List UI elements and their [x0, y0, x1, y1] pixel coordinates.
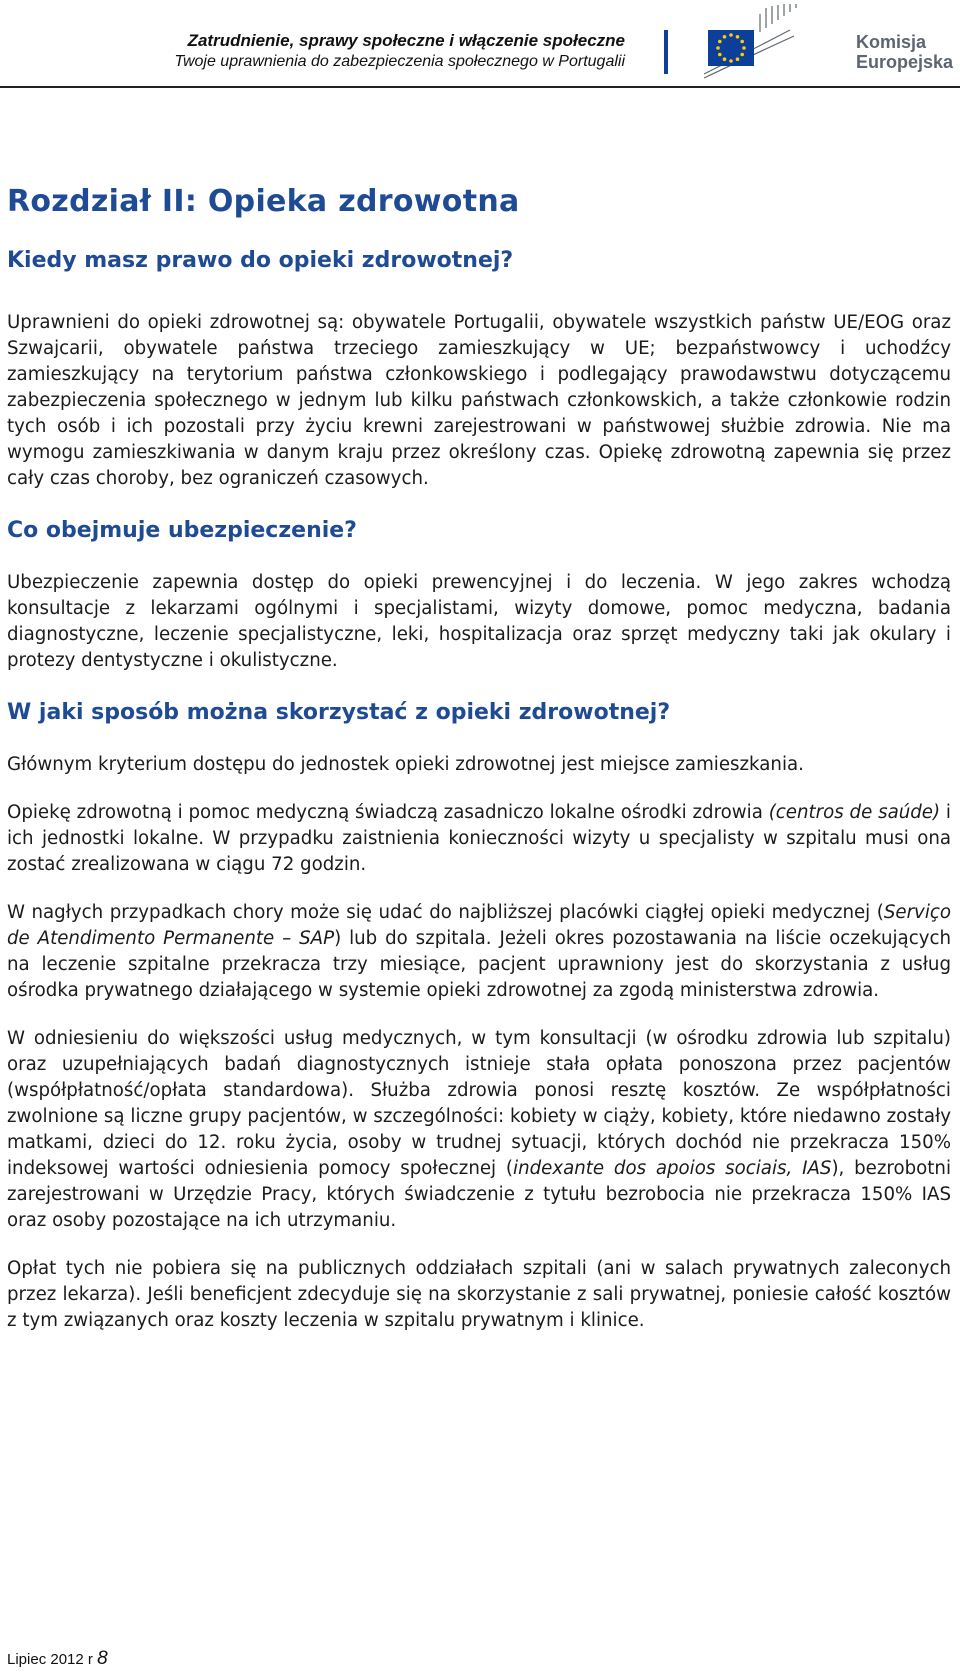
paragraph-eligibility: Uprawnieni do opieki zdrowotnej są: obywatele Portugalii, obywatele wszystkich państw UE/EOG oraz Szwajcarii, obywatele państwa trzeciego zamieszkujący w UE; bezpaństwowcy i uchodźcy zamieszkujący na terytorium państwa członkowskiego i podlegający prawodawstwu dotyczącemu zabezpieczenia społecznego w jednym lub kilku państwach członkowskich, a także członkowie rodzin tych osób i ich pozostali przy życiu krewni zarejestrowani w państwowej służbie zdrowia. Nie ma wymogu zamieszkiwania w danym kraju przez określony czas. Opiekę zdrowotną zapewnia się przez cały czas choroby, bez ograniczeń czasowych.	[7, 312, 951, 489]
european-commission-logo-icon	[704, 2, 854, 86]
page-footer	[7, 1648, 108, 1670]
header-rule	[0, 86, 960, 88]
section-heading-access: W jaki sposób można skorzystać z opieki zdrowotnej?	[7, 700, 671, 725]
paragraph-emergency	[7, 900, 951, 1004]
text-segment: ) lub do szpitala. Jeżeli okres pozostawania na liście oczekujących na leczenie szpitalne przekracza trzy miesiące, pacjent uprawniony jest do skorzystania z usług ośrodka prywatnego działającego w systemie opieki zdrowotnej za zgodą ministerstwa zdrowia.	[7, 928, 951, 1001]
header-divider	[664, 30, 668, 74]
document-body	[7, 180, 951, 1334]
paragraph-health-centres	[7, 800, 951, 878]
chapter-title: Rozdział II: Opieka zdrowotna	[7, 184, 520, 219]
footer-date: Lipiec 2012 r	[7, 1651, 93, 1668]
italic-term: Serviço de Atendimento Permanente – SAP	[7, 902, 951, 949]
page-number: 8	[97, 1648, 108, 1669]
page-header	[0, 0, 960, 90]
header-subtitle: Twoje uprawnienia do zabezpieczenia społecznego w Portugalii	[174, 53, 625, 70]
paragraph-hospital-fees: Opłat tych nie pobiera się na publicznych oddziałach szpitali (ani w salach prywatnych zaleconych przez lekarza). Jeśli beneficjent zdecyduje się na skorzystanie z sali prywatnej, poniesie całość kosztów z tym związanych oraz koszty leczenia w szpitalu prywatnym i klinice.	[7, 1258, 951, 1331]
paragraph-access-criterion: Głównym kryterium dostępu do jednostek opieki zdrowotnej jest miejsce zamieszkania.	[7, 754, 804, 775]
text-segment: Opiekę zdrowotną i pomoc medyczną świadczą zasadniczo lokalne ośrodki zdrowia	[7, 802, 769, 823]
paragraph-copayment	[7, 1026, 951, 1234]
text-segment: i ich jednostki lokalne. W przypadku zaistnienia konieczności wizyty u specjalisty w szpitalu musi ona zostać zrealizowana w ciągu 72 godzin.	[7, 802, 951, 875]
text-segment: ), bezrobotni zarejestrowani w Urzędzie Pracy, których świadczenie z tytułu bezrobocia nie przekracza 150% IAS oraz osoby pozostające na ich utrzymaniu.	[7, 1158, 951, 1231]
text-segment: W nagłych przypadkach chory może się udać do najbliższej placówki ciągłej opieki medycznej (	[7, 902, 884, 923]
header-title: Zatrudnienie, sprawy społeczne i włączenie społeczne	[187, 31, 625, 50]
logo-text	[856, 32, 953, 72]
header-text	[174, 30, 625, 72]
italic-term: indexante dos apoios sociais, IAS	[513, 1158, 832, 1179]
section-heading-coverage: Co obejmuje ubezpieczenie?	[7, 518, 357, 543]
italic-term: (centros de saúde)	[768, 802, 941, 823]
section-heading-eligibility: Kiedy masz prawo do opieki zdrowotnej?	[7, 248, 514, 273]
logo-line2: Europejska	[856, 52, 954, 72]
text-segment: W odniesieniu do większości usług medycznych, w tym konsultacji (w ośrodku zdrowia lub szpitalu) oraz uzupełniających badań diagnostycznych istnieje stała opłata ponoszona przez pacjentów (współpłatność/opłata standardowa). Służba zdrowia ponosi resztę kosztów. Ze współpłatności zwolnione są liczne grupy pacjentów, w szczególności: kobiety w ciąży, kobiety, które niedawno zostały matkami, dzieci do 12. roku życia, osoby w trudnej sytuacji, których dochód nie przekracza 150% indeksowej wartości odniesienia pomocy społecznej (	[7, 1028, 951, 1179]
paragraph-coverage: Ubezpieczenie zapewnia dostęp do opieki prewencyjnej i do leczenia. W jego zakres wchodzą konsultacje z lekarzami ogólnymi i specjalistami, wizyty domowe, pomoc medyczna, badania diagnostyczne, leczenie specjalistyczne, leki, hospitalizacja oraz sprzęt medyczny taki jak okulary i protezy dentystyczne i okulistyczne.	[7, 572, 951, 671]
logo-line1: Komisja	[856, 32, 927, 52]
